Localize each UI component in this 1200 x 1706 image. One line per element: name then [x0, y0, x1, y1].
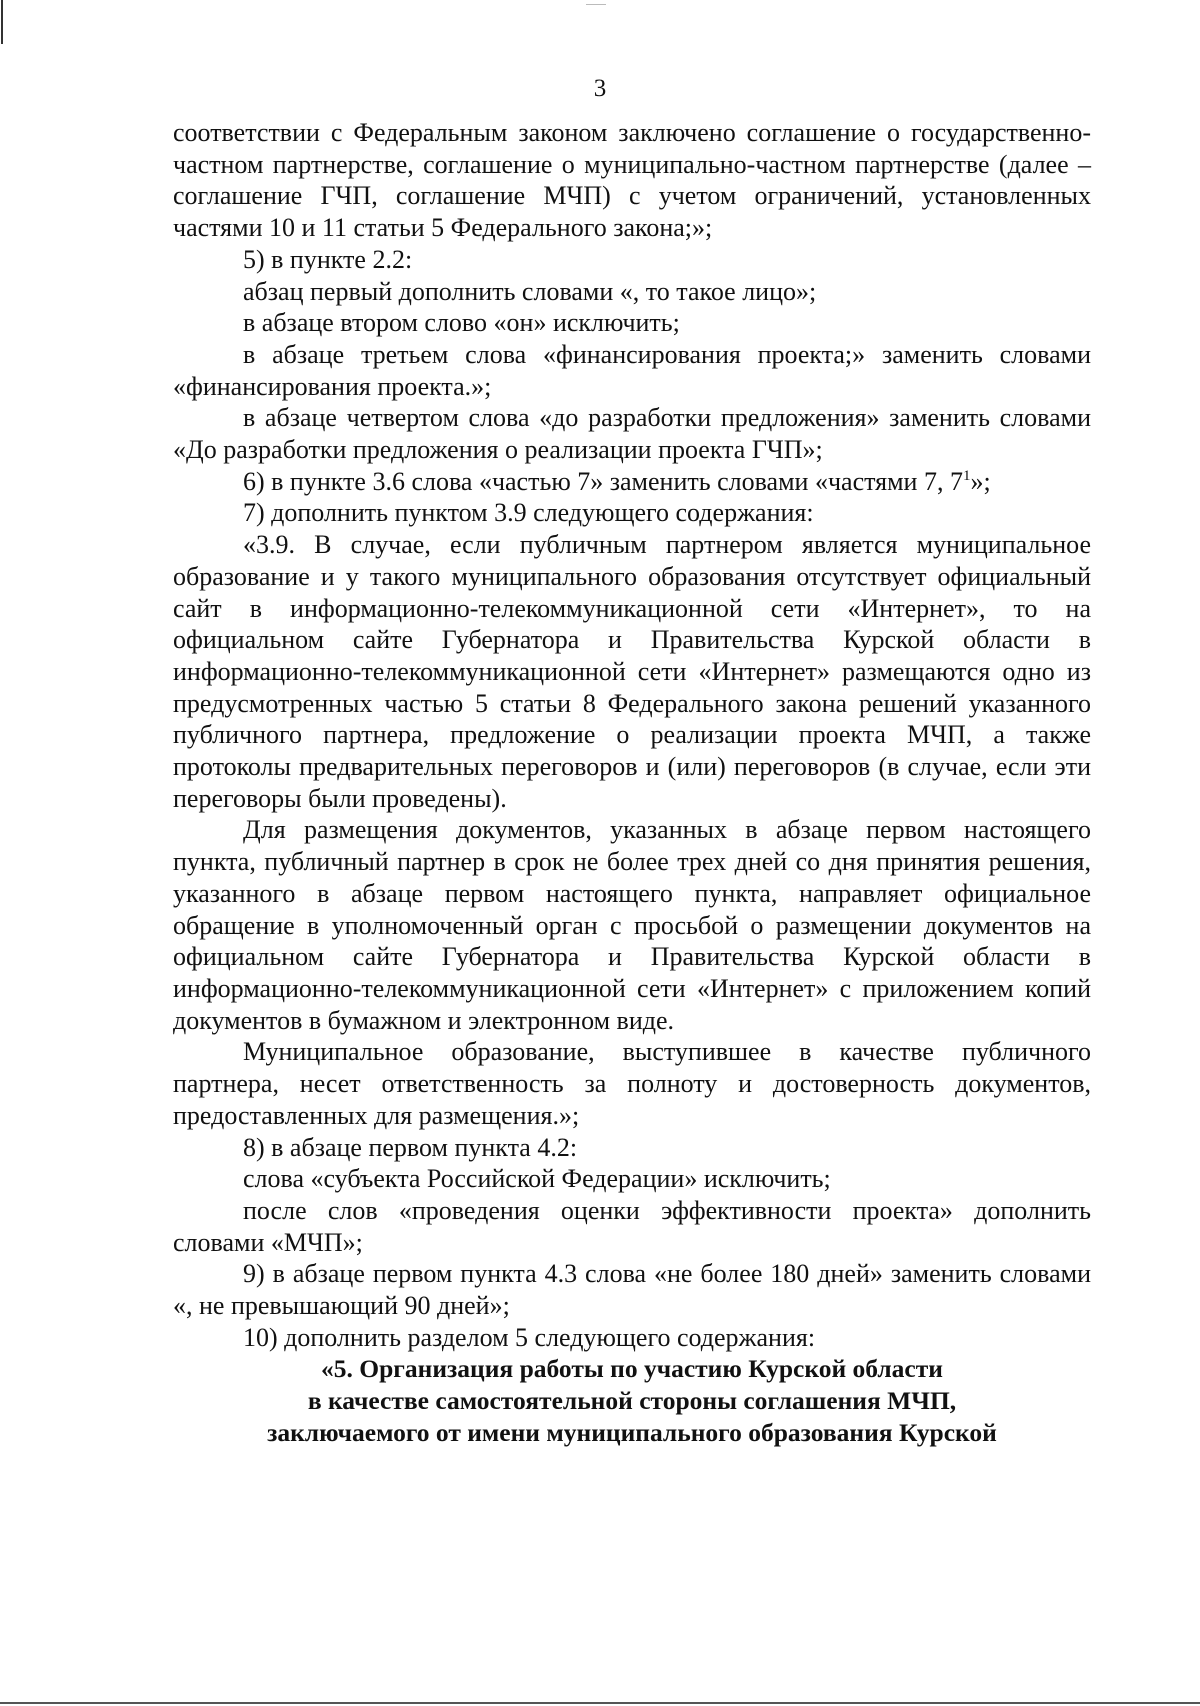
heading-line: заключаемого от имени муниципального образования Курской — [267, 1417, 997, 1447]
list-item-9: 9) в абзаце первом пункта 4.3 слова «не более 180 дней» заменить словами «, не превышающий 90 дней»; — [173, 1259, 1091, 1321]
section-5-heading — [173, 1353, 1091, 1448]
list-item-7: 7) дополнить пунктом 3.9 следующего содержания: — [243, 498, 814, 528]
amendment-line: слова «субъекта Российской Федерации» исключить; — [243, 1164, 831, 1194]
page-number: 3 — [593, 75, 607, 102]
list-item-5: 5) в пункте 2.2: — [243, 244, 413, 274]
scan-bottom-line — [0, 1702, 1200, 1704]
amendment-line: в абзаце третьем слова «финансирования проекта;» заменить словами «финансирования проекта.»; — [173, 339, 1091, 401]
list-item-6-tail: »; — [970, 466, 991, 496]
list-item-6 — [173, 466, 1091, 498]
document-body — [173, 117, 1091, 1449]
heading-line: в качестве самостоятельной стороны соглашения МЧП, — [307, 1386, 957, 1416]
scan-tick-top — [586, 4, 606, 5]
superscript: 1 — [962, 467, 971, 484]
scan-edge-left — [1, 0, 3, 44]
clause-3-9-paragraph-2: Для размещения документов, указанных в абзаце первом настоящего пункта, публичный партнер в срок не более трех дней со дня принятия решения, указанного в абзаце первом настоящего пункта, направляет официальное обращение в уполномоченный орган с просьбой о размещении документов на официальном сайте Губернатора и Правительства Курской области в информационно-телекоммуникационной сети «Интернет» с приложением копий документов в бумажном и электронном виде. — [173, 815, 1091, 1035]
amendment-line: абзац первый дополнить словами «, то такое лицо»; — [243, 276, 817, 306]
clause-3-9: «3.9. В случае, если публичным партнером является муниципальное образование и у такого муниципального образования отсутствует официальный сайт в информационно-телекоммуникационной сети «Интернет», то на официальном сайте Губернатора и Правительства Курской области в информационно-телекоммуникационной сети «Интернет» размещаются одно из предусмотренных частью 5 статьи 8 Федерального закона решений указанного публичного партнера, предложение о реализации проекта МЧП, а также протоколы предварительных переговоров и (или) переговоров (в случае, если эти переговоры были проведены). — [173, 530, 1091, 813]
amendment-line: после слов «проведения оценки эффективности проекта» дополнить словами «МЧП»; — [173, 1195, 1091, 1257]
amendment-line: в абзаце четвертом слова «до разработки предложения» заменить словами «До разработки предложения о реализации проекта ГЧП»; — [173, 403, 1091, 465]
list-item-10: 10) дополнить разделом 5 следующего содержания: — [243, 1322, 816, 1352]
list-item-8: 8) в абзаце первом пункта 4.2: — [243, 1132, 578, 1162]
amendment-line: в абзаце втором слово «он» исключить; — [243, 308, 680, 338]
heading-line: «5. Организация работы по участию Курской области — [321, 1354, 943, 1384]
list-item-6-text: 6) в пункте 3.6 слова «частью 7» заменить словами «частями 7, 7 — [243, 466, 963, 496]
paragraph-continuation: соответствии с Федеральным законом заключено соглашение о государственно-частном партнерстве, соглашение о муниципально-частном партнерстве (далее – соглашение ГЧП, соглашение МЧП) с учетом ограничений, установленных частями 10 и 11 статьи 5 Федерального закона;»; — [173, 118, 1091, 243]
clause-3-9-paragraph-3: Муниципальное образование, выступившее в качестве публичного партнера, несет ответственность за полноту и достоверность документов, предоставленных для размещения.»; — [173, 1037, 1091, 1130]
